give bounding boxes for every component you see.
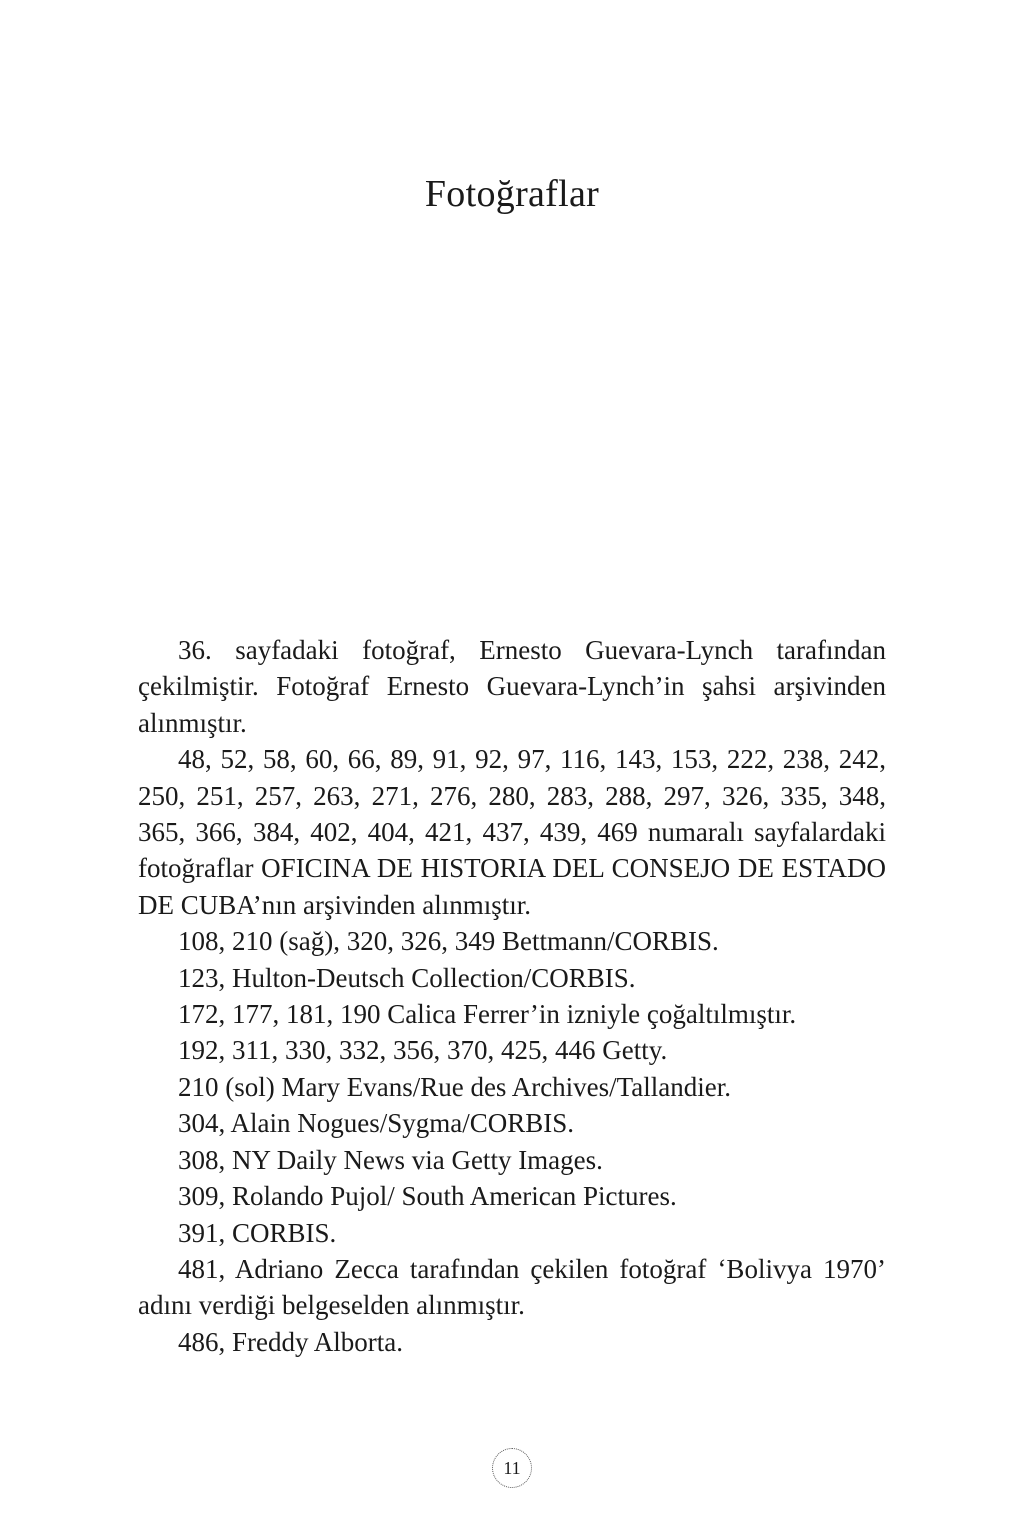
credit-paragraph: 192, 311, 330, 332, 356, 370, 425, 446 Getty. xyxy=(178,1035,668,1066)
credit-paragraph: 172, 177, 181, 190 Calica Ferrer’in izniyle çoğaltılmıştır. xyxy=(178,999,797,1030)
credit-paragraph: 108, 210 (sağ), 320, 326, 349 Bettmann/CORBIS. xyxy=(178,926,719,957)
photo-credits xyxy=(138,632,886,1360)
credit-paragraph: 123, Hulton-Deutsch Collection/CORBIS. xyxy=(178,962,636,993)
credit-paragraph: 391, CORBIS. xyxy=(178,1217,337,1248)
credit-paragraph: 481, Adriano Zecca tarafından çekilen fotoğraf ‘Bolivya 1970’ adını verdiği belgeselden alınmıştır. xyxy=(138,1253,886,1321)
credit-paragraph: 48, 52, 58, 60, 66, 89, 91, 92, 97, 116, 143, 153, 222, 238, 242, 250, 251, 257, 263, 271, 276, 280, 283, 288, 297, 326, 335, 348, 365, 366, 384, 402, 404, 421, 437, 439, 469 numaralı sayfalardaki fotoğraflar OFICINA DE HISTORIA DEL CONSEJO DE ESTADO DE CUBA’nın arşivinden alınmıştır. xyxy=(138,744,886,920)
credit-paragraph: 308, NY Daily News via Getty Images. xyxy=(178,1144,603,1175)
page-number: 11 xyxy=(492,1448,532,1488)
credit-paragraph: 304, Alain Nogues/Sygma/CORBIS. xyxy=(178,1108,575,1139)
page-footer xyxy=(0,1448,1024,1488)
credit-paragraph: 36. sayfadaki fotoğraf, Ernesto Guevara-Lynch tarafından çekilmiştir. Fotoğraf Ernesto Guevara-Lynch’in şahsi arşivinden alınmıştır. xyxy=(138,635,886,738)
credit-paragraph: 309, Rolando Pujol/ South American Pictures. xyxy=(178,1181,677,1212)
credit-paragraph: 210 (sol) Mary Evans/Rue des Archives/Tallandier. xyxy=(178,1071,731,1102)
page-title: Fotoğraflar xyxy=(424,173,600,215)
credit-paragraph: 486, Freddy Alborta. xyxy=(178,1326,403,1357)
